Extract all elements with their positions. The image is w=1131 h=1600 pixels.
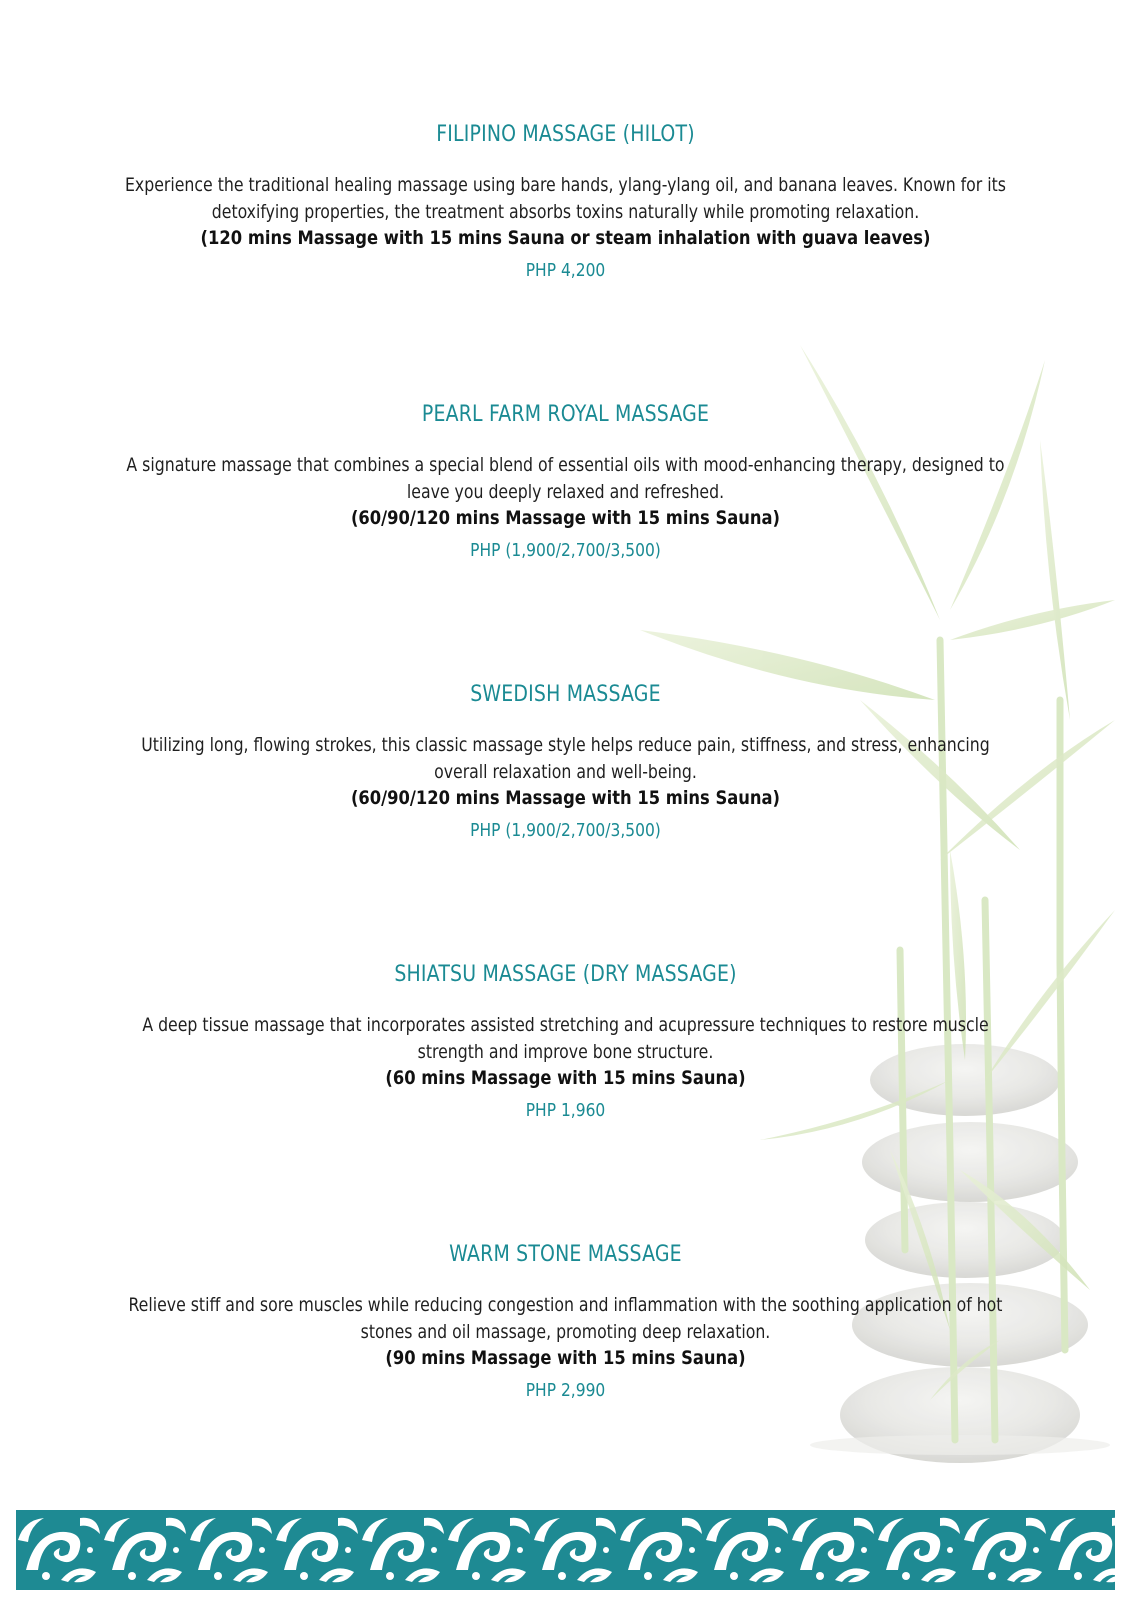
service-detail: (120 mins Massage with 15 mins Sauna or steam inhalation with guava leaves): [200, 227, 931, 249]
service-detail: (60 mins Massage with 15 mins Sauna): [385, 1067, 746, 1089]
service-price: PHP 1,960: [525, 1099, 606, 1121]
service-description: Relieve stiff and sore muscles while reducing congestion and inflammation with the soothing application of hot stones and oil massage, promoting deep relaxation.: [128, 1294, 1003, 1343]
service-title: PEARL FARM ROYAL MASSAGE: [421, 402, 710, 427]
service-title: SHIATSU MASSAGE (DRY MASSAGE): [394, 962, 737, 987]
service-swedish-massage: [80, 680, 1051, 844]
service-price: PHP 4,200: [525, 259, 606, 281]
service-pearl-farm-royal-massage: [80, 400, 1051, 564]
service-title: FILIPINO MASSAGE (HILOT): [436, 122, 695, 147]
service-description: Utilizing long, flowing strokes, this classic massage style helps reduce pain, stiffness, and stress, enhancing overall relaxation and well-being.: [141, 734, 990, 783]
ornamental-border: [16, 1510, 1115, 1590]
service-description: A deep tissue massage that incorporates assisted stretching and acupressure techniques to restore muscle strength and improve bone structure.: [142, 1014, 989, 1063]
service-price: PHP (1,900/2,700/3,500): [470, 539, 661, 561]
service-warm-stone-massage: [80, 1240, 1051, 1404]
service-description: Experience the traditional healing massage using bare hands, ylang-ylang oil, and banana leaves. Known for its detoxifying properties, the treatment absorbs toxins naturally while promoting relaxation.: [124, 174, 1006, 223]
service-shiatsu-massage: [80, 960, 1051, 1124]
service-filipino-massage: [80, 120, 1051, 284]
service-title: SWEDISH MASSAGE: [470, 682, 661, 707]
service-title: WARM STONE MASSAGE: [449, 1242, 682, 1267]
service-detail: (60/90/120 mins Massage with 15 mins Sauna): [350, 507, 781, 529]
service-price: PHP (1,900/2,700/3,500): [470, 819, 661, 841]
service-detail: (90 mins Massage with 15 mins Sauna): [385, 1347, 746, 1369]
service-price: PHP 2,990: [525, 1379, 606, 1401]
service-description: A signature massage that combines a special blend of essential oils with mood-enhancing therapy, designed to leave you deeply relaxed and refreshed.: [126, 454, 1005, 503]
service-detail: (60/90/120 mins Massage with 15 mins Sauna): [350, 787, 781, 809]
